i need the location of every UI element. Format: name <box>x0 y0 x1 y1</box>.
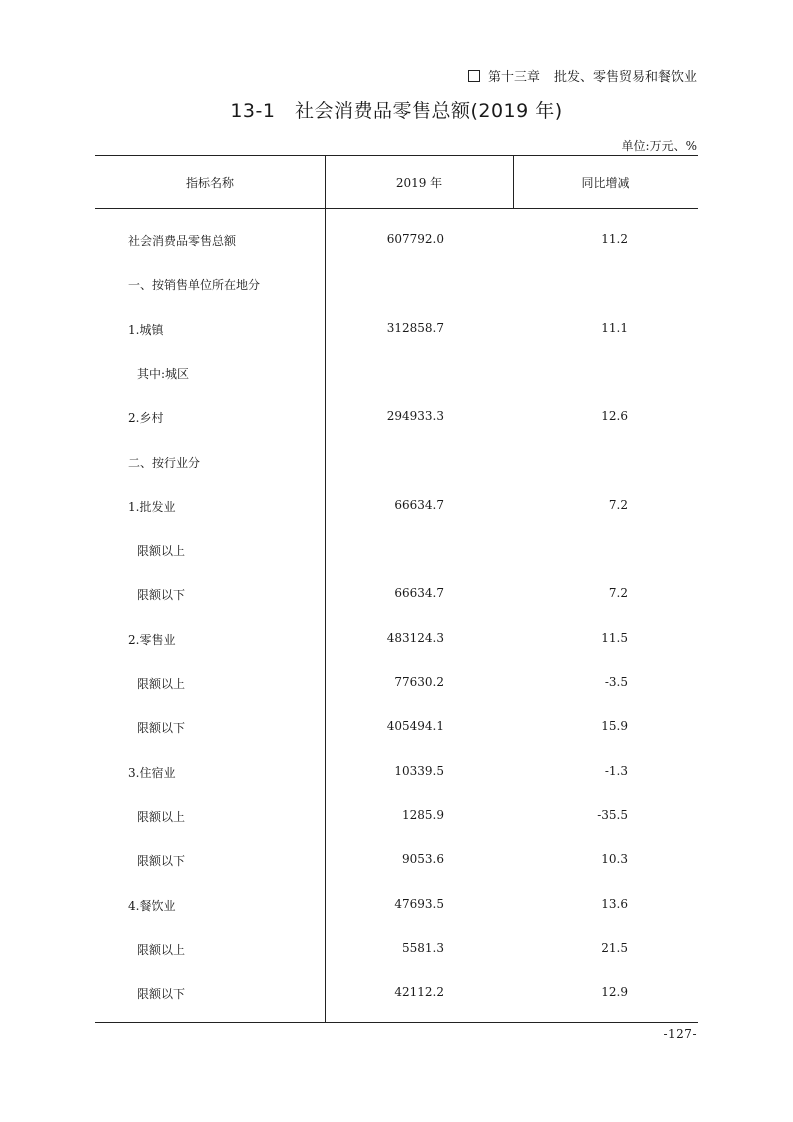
row-label: 1.城镇 <box>128 322 164 337</box>
page-title: 13-1 社会消费品零售总额(2019 年) <box>230 100 563 122</box>
table-row <box>95 542 698 562</box>
row-value-2019: 9053.6 <box>402 852 444 867</box>
table-row <box>95 276 698 296</box>
row-label: 社会消费品零售总额 <box>128 234 237 248</box>
table-top-rule <box>95 155 698 156</box>
row-value-2019: 294933.3 <box>386 409 444 424</box>
page-number: -127- <box>663 1027 697 1041</box>
table-row <box>95 409 698 429</box>
row-value-2019: 312858.7 <box>386 320 444 335</box>
row-label: 限额以上 <box>137 942 186 957</box>
row-growth: 12.9 <box>601 985 628 1000</box>
row-growth: 11.5 <box>601 630 628 645</box>
row-growth: 21.5 <box>601 940 628 955</box>
square-icon <box>468 70 480 82</box>
table-row <box>95 675 698 695</box>
table-row <box>95 321 698 341</box>
section-label: 批发、零售贸易和餐饮业 <box>553 70 697 85</box>
row-value-2019: 42112.2 <box>394 985 444 1000</box>
row-growth: 13.6 <box>601 896 628 911</box>
row-growth: 7.2 <box>608 586 628 601</box>
row-value-2019: 10339.5 <box>394 763 444 778</box>
row-growth: 7.2 <box>608 497 628 512</box>
row-value-2019: 483124.3 <box>386 630 444 645</box>
table-row <box>95 631 698 651</box>
row-label: 限额以下 <box>137 854 186 869</box>
table-header-rule <box>95 208 698 209</box>
row-label: 1.批发业 <box>128 499 176 514</box>
chapter-label: 第十三章 <box>487 70 540 85</box>
row-growth: -35.5 <box>597 807 628 822</box>
row-growth: -3.5 <box>604 675 628 689</box>
table-row <box>95 719 698 739</box>
table-row <box>95 454 698 474</box>
column-header-growth: 同比增减 <box>581 176 630 190</box>
unit-note: 单位:万元、% <box>621 139 697 153</box>
row-label: 限额以上 <box>137 809 186 824</box>
table-row <box>95 808 698 828</box>
row-value-2019: 66634.7 <box>394 586 444 601</box>
column-header-year: 2019 年 <box>395 176 443 190</box>
row-growth: 15.9 <box>601 719 628 734</box>
table-row <box>95 764 698 784</box>
table-row <box>95 897 698 917</box>
row-label: 4.餐饮业 <box>128 898 176 913</box>
chapter-header <box>468 66 697 85</box>
row-label: 限额以下 <box>137 721 186 736</box>
row-growth: 11.2 <box>601 232 628 246</box>
table-row <box>95 985 698 1005</box>
row-label: 2.乡村 <box>128 411 164 426</box>
row-value-2019: 47693.5 <box>394 896 444 911</box>
row-label: 限额以下 <box>137 987 186 1002</box>
row-growth: 10.3 <box>601 852 628 867</box>
table-row <box>95 365 698 385</box>
row-label: 一、按销售单位所在地分 <box>128 278 261 293</box>
row-value-2019: 405494.1 <box>386 719 444 734</box>
column-header-indicator: 指标名称 <box>185 176 234 190</box>
row-label: 3.住宿业 <box>128 765 176 780</box>
data-table <box>95 155 698 1023</box>
table-row <box>95 941 698 961</box>
table-row <box>95 586 698 606</box>
table-row <box>95 232 698 252</box>
row-label: 2.零售业 <box>128 632 176 647</box>
row-label: 二、按行业分 <box>128 455 201 470</box>
table-row <box>95 498 698 518</box>
row-value-2019: 1285.9 <box>402 807 444 822</box>
table-row <box>95 852 698 872</box>
row-value-2019: 77630.2 <box>394 675 444 689</box>
row-growth: 11.1 <box>601 320 628 335</box>
row-value-2019: 5581.3 <box>402 940 444 955</box>
row-growth: 12.6 <box>601 409 628 424</box>
row-value-2019: 66634.7 <box>394 497 444 512</box>
row-growth: -1.3 <box>604 763 628 778</box>
row-label: 限额以上 <box>137 677 186 691</box>
row-value-2019: 607792.0 <box>386 232 444 246</box>
row-label: 限额以下 <box>137 588 186 603</box>
row-label: 其中:城区 <box>137 366 190 381</box>
row-label: 限额以上 <box>137 544 186 559</box>
table-bottom-rule <box>95 1022 698 1023</box>
